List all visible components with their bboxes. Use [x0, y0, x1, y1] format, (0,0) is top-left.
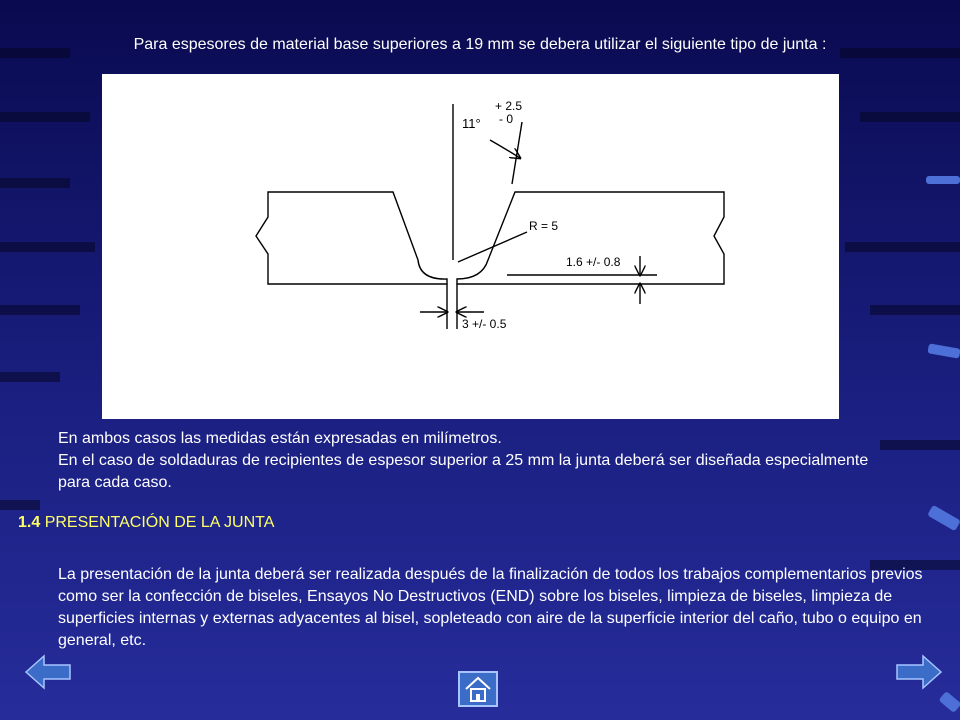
root-gap-label: 3 +/- 0.5	[462, 317, 507, 331]
background-stripe	[860, 112, 960, 122]
background-stripe	[870, 305, 960, 315]
edge-dash	[926, 176, 960, 184]
notes-paragraph	[58, 428, 898, 494]
edge-dash	[938, 691, 960, 713]
tolerance-plus-label: + 2.5	[495, 99, 523, 113]
radius-leader	[458, 232, 527, 262]
next-slide-button[interactable]	[895, 652, 943, 692]
notes-line-2: En el caso de soldaduras de recipientes de espesor superior a 25 mm la junta deberá ser diseñada especialmente para cada caso.	[58, 452, 869, 491]
section-number: 1.4	[18, 514, 41, 531]
weld-joint-drawing	[102, 74, 839, 419]
radius-label: R = 5	[529, 219, 559, 233]
notes-line-1: En ambos casos las medidas están expresadas en milímetros.	[58, 430, 502, 447]
background-stripe	[0, 372, 60, 382]
section-body: La presentación de la junta deberá ser realizada después de la finalización de todos los trabajos complementarios previos como ser la confección de biseles, Ensayos No Destructivos (END) sobre los biseles, limpieza de biseles, limpieza de superficies internas y externas adyacentes al bisel, sopleteado con aire de la superficie interior del caño, tubo o equipo en general, etc.	[58, 566, 923, 649]
land-thickness-label: 1.6 +/- 0.8	[566, 255, 621, 269]
home-icon	[460, 673, 496, 705]
background-stripe	[0, 305, 80, 315]
home-button[interactable]	[458, 671, 498, 707]
background-stripe	[0, 500, 40, 510]
background-stripe	[845, 242, 960, 252]
tolerance-minus-label: - 0	[499, 112, 514, 126]
background-stripe	[0, 242, 95, 252]
left-plate-outline	[256, 192, 447, 284]
background-stripe	[0, 178, 70, 188]
section-title: PRESENTACIÓN DE LA JUNTA	[44, 514, 275, 531]
angle-label: 11°	[462, 116, 481, 131]
background-stripe	[0, 112, 90, 122]
weld-joint-diagram	[102, 74, 839, 419]
page-caption: Para espesores de material base superiores a 19 mm se debera utilizar el siguiente tipo de junta :	[133, 36, 827, 53]
arrow-left-icon	[24, 652, 72, 692]
bevel-extension-line	[512, 122, 522, 184]
edge-dash	[927, 505, 960, 531]
arrow-right-icon	[895, 652, 943, 692]
edge-dash	[927, 343, 960, 358]
angle-arc	[490, 140, 520, 158]
section-heading	[18, 514, 274, 532]
previous-slide-button[interactable]	[24, 652, 72, 692]
right-plate-outline	[457, 192, 724, 284]
